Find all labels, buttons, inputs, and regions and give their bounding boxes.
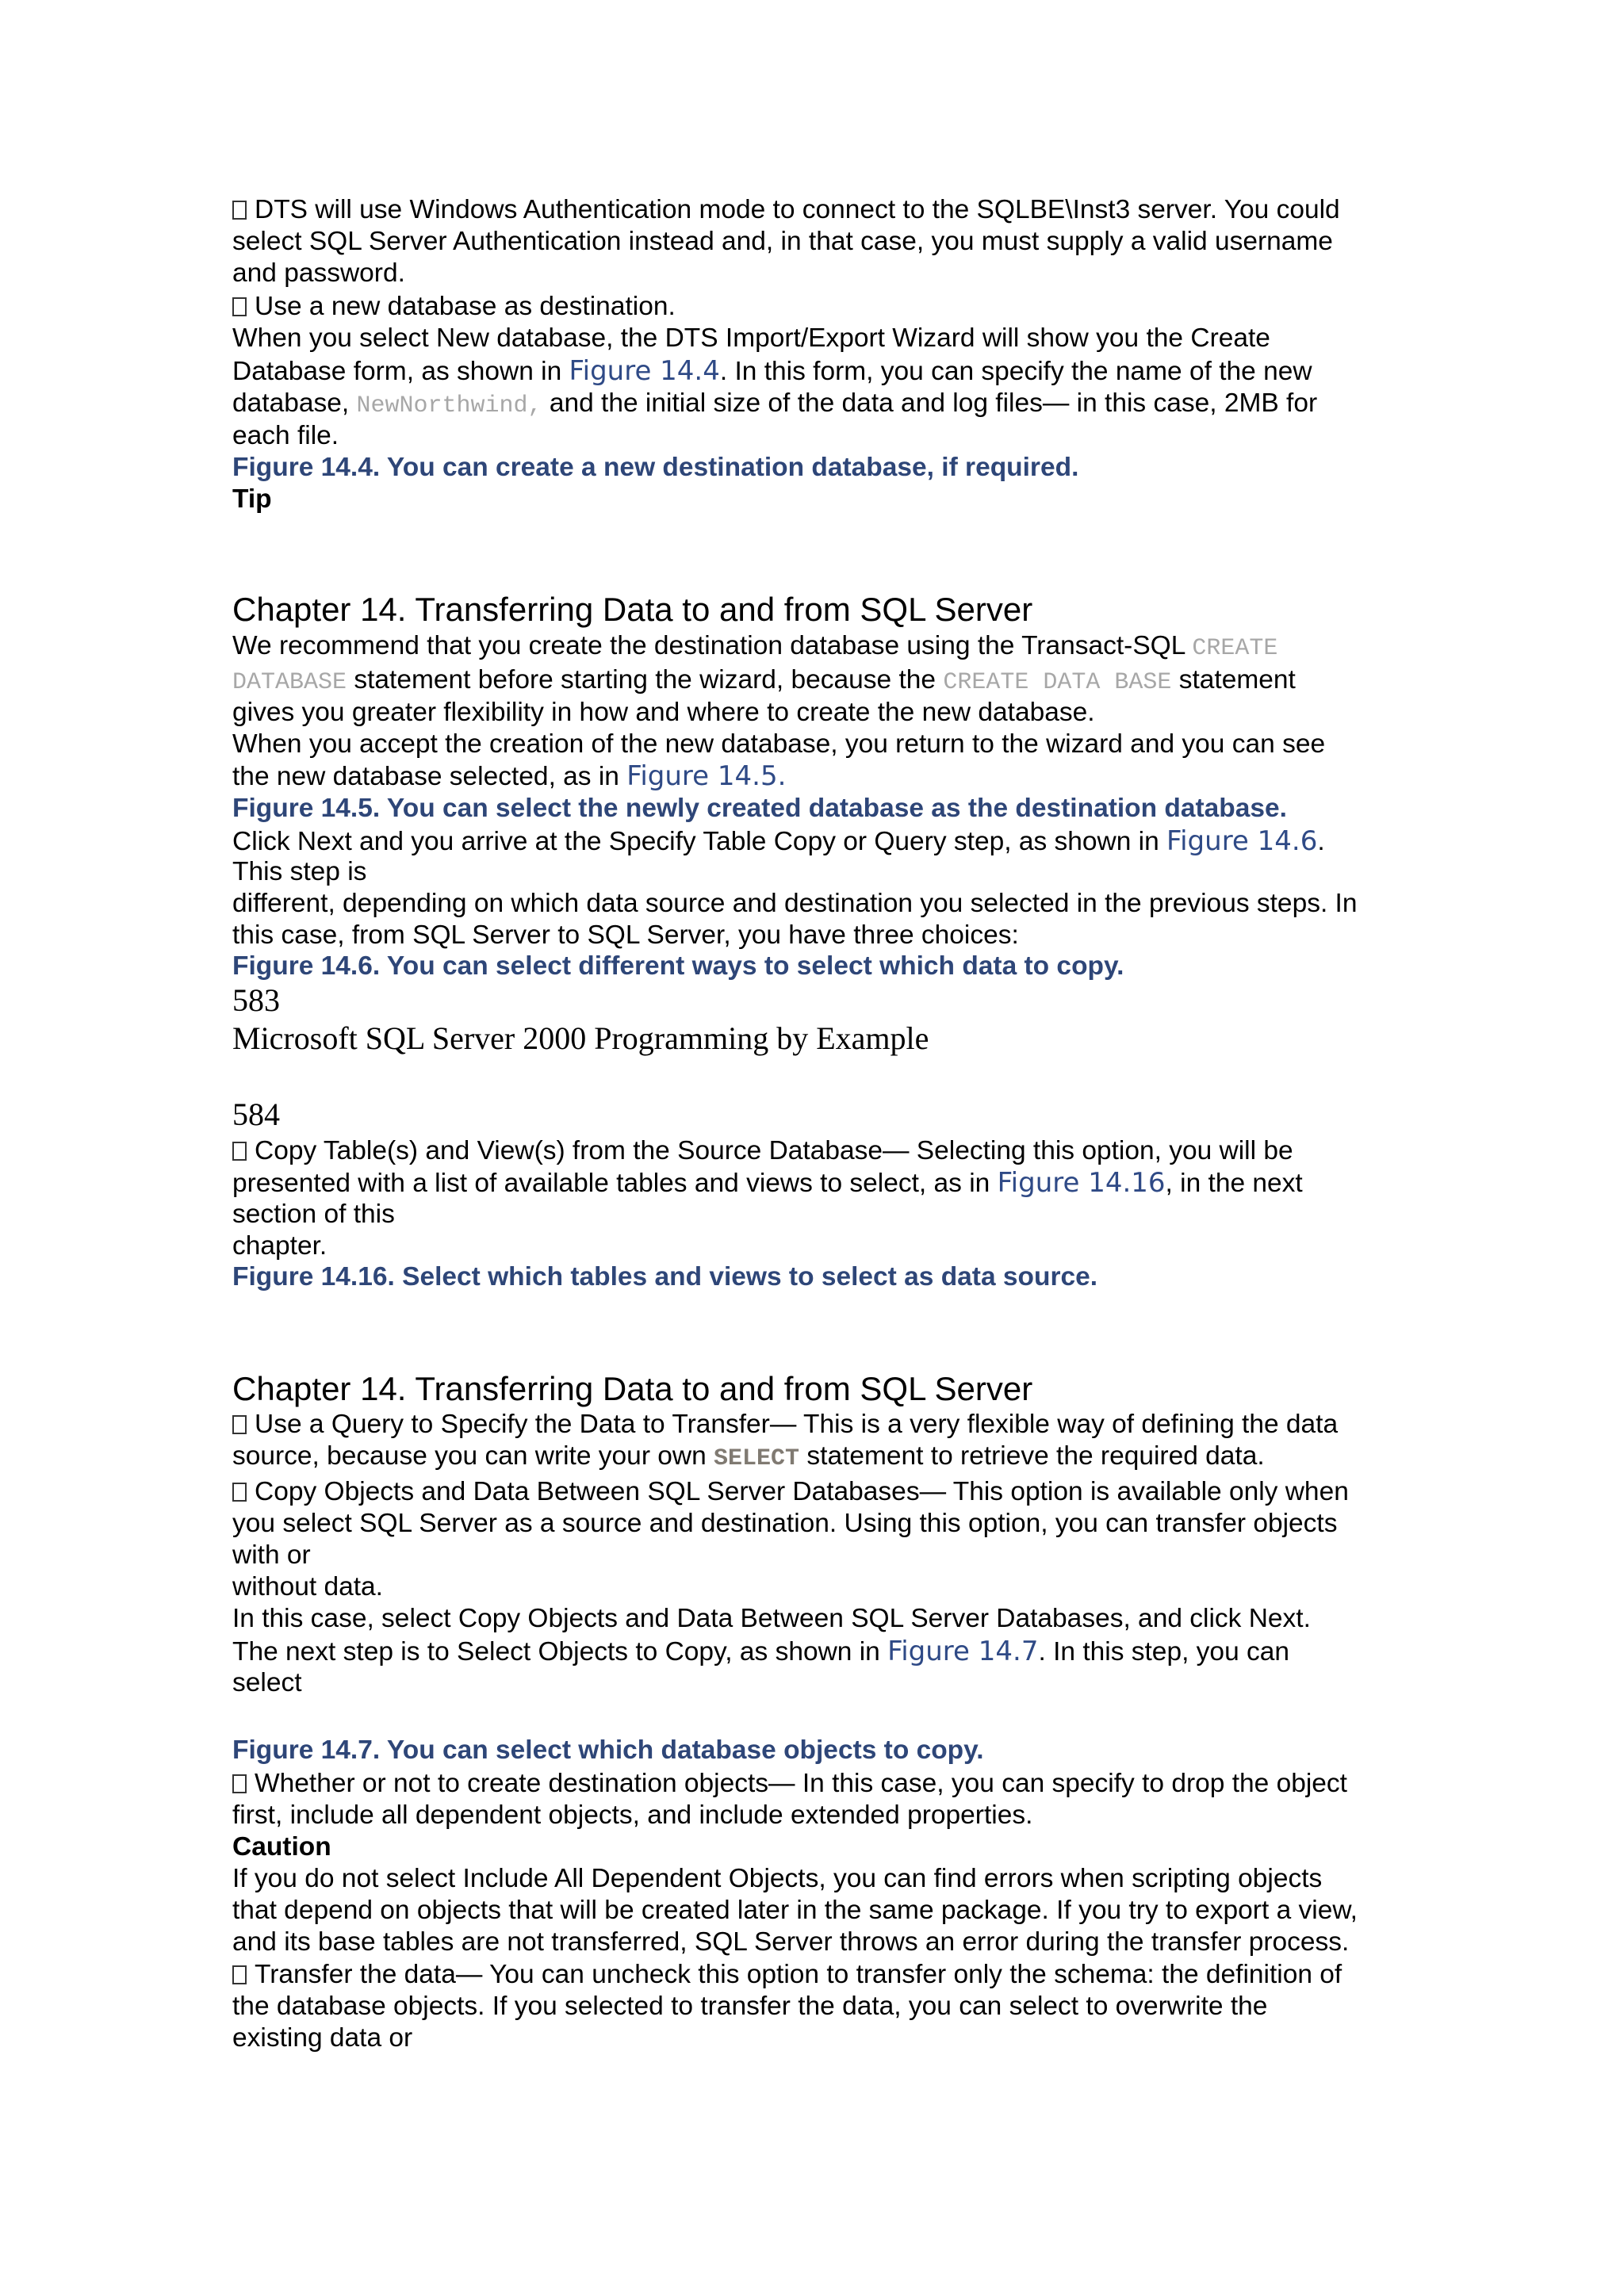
bullet-icon [232, 1415, 247, 1434]
bullet-icon [232, 1965, 247, 1984]
paragraph-line: Whether or not to create destination objects— In this case, you can specify to drop the object [232, 1768, 1347, 1800]
bullet-icon [232, 1483, 247, 1502]
paragraph-line: without data. [232, 1572, 383, 1601]
figure-caption: Figure 14.7. You can select which database objects to copy. [232, 1735, 984, 1765]
page-number: 583 [232, 982, 280, 1018]
tip-heading: Tip [232, 484, 272, 514]
code-text: CREATE [1192, 635, 1278, 662]
paragraph-line: the database objects. If you selected to transfer the data, you can select to overwrite the [232, 1992, 1268, 2021]
paragraph-line: Click Next and you arrive at the Specify Table Copy or Query step, as shown in Figure 14.6. [232, 825, 1325, 857]
paragraph-line: with or [232, 1540, 311, 1570]
paragraph-line: The next step is to Select Objects to Copy, as shown in Figure 14.7. In this step, you can [232, 1636, 1290, 1667]
paragraph-line: the new database selected, as in Figure 14.5. [232, 760, 787, 792]
figure-link[interactable]: Figure 14.16 [997, 1167, 1166, 1199]
paragraph-line: This step is [232, 857, 367, 886]
paragraph-line: Transfer the data— You can uncheck this option to transfer only the schema: the definition of [232, 1959, 1342, 1991]
figure-link[interactable]: Figure 14.5. [626, 760, 787, 792]
paragraph-line: and password. [232, 258, 405, 288]
book-title: Microsoft SQL Server 2000 Programming by Example [232, 1020, 929, 1056]
paragraph-line: gives you greater flexibility in how and where to create the new database. [232, 698, 1095, 727]
paragraph-line: DTS will use Windows Authentication mode to connect to the SQLBE\Inst3 server. You could [232, 194, 1340, 226]
paragraph-line: When you select New database, the DTS Import/Export Wizard will show you the Create [232, 323, 1270, 353]
paragraph-line: Copy Objects and Data Between SQL Server Databases— This option is available only when [232, 1476, 1349, 1508]
figure-link[interactable]: Figure 14.6 [1166, 825, 1318, 857]
page-number: 584 [232, 1096, 280, 1132]
chapter-heading: Chapter 14. Transferring Data to and from SQL Server [232, 591, 1033, 628]
paragraph-line: select [232, 1668, 302, 1697]
figure-caption: Figure 14.4. You can create a new destination database, if required. [232, 453, 1079, 482]
code-text: NewNorthwind, [356, 392, 542, 419]
figure-link[interactable]: Figure 14.7 [887, 1636, 1039, 1667]
paragraph-line: In this case, select Copy Objects and Data Between SQL Server Databases, and click Next. [232, 1604, 1311, 1633]
paragraph-line: this case, from SQL Server to SQL Server, you have three choices: [232, 920, 1019, 950]
paragraph-line: that depend on objects that will be created later in the same package. If you try to export a view, [232, 1896, 1358, 1925]
code-text: CREATE DATA BASE [943, 669, 1172, 696]
paragraph-line: Use a new database as destination. [232, 291, 676, 323]
paragraph-line: If you do not select Include All Dependent Objects, you can find errors when scripting objects [232, 1864, 1323, 1893]
chapter-heading: Chapter 14. Transferring Data to and from SQL Server [232, 1370, 1033, 1407]
bullet-icon [232, 1774, 247, 1793]
paragraph-line: first, include all dependent objects, and include extended properties. [232, 1800, 1033, 1830]
figure-caption: Figure 14.16. Select which tables and views to select as data source. [232, 1262, 1098, 1292]
caution-heading: Caution [232, 1832, 331, 1862]
code-text: SELECT [714, 1445, 800, 1472]
bullet-icon [232, 201, 247, 220]
paragraph-line: Copy Table(s) and View(s) from the Source Database— Selecting this option, you will be [232, 1135, 1293, 1167]
paragraph-line: Database form, as shown in Figure 14.4. In this form, you can specify the name of the new [232, 355, 1312, 387]
paragraph-line: each file. [232, 421, 339, 450]
paragraph-line: database, NewNorthwind, and the initial size of the data and log files— in this case, 2MB for [232, 388, 1318, 419]
paragraph-line: existing data or [232, 2023, 413, 2053]
paragraph-line: different, depending on which data source and destination you selected in the previous steps. In [232, 889, 1358, 918]
paragraph-line: section of this [232, 1200, 395, 1229]
bullet-icon [232, 1142, 247, 1161]
figure-caption: Figure 14.6. You can select different ways to select which data to copy. [232, 951, 1124, 981]
figure-link[interactable]: Figure 14.4 [569, 355, 720, 387]
paragraph-line: select SQL Server Authentication instead and, in that case, you must supply a valid username [232, 227, 1333, 256]
paragraph-line: DATABASE statement before starting the wizard, because the CREATE DATA BASE statement [232, 665, 1296, 696]
paragraph-line: source, because you can write your own SELECT statement to retrieve the required data. [232, 1441, 1265, 1472]
paragraph-line: presented with a list of available tables and views to select, as in Figure 14.16, in the next [232, 1167, 1303, 1199]
paragraph-line: chapter. [232, 1231, 327, 1261]
paragraph-line: We recommend that you create the destination database using the Transact-SQL CREATE [232, 631, 1278, 662]
code-text: DATABASE [232, 669, 347, 696]
paragraph-line: and its base tables are not transferred, SQL Server throws an error during the transfer process. [232, 1927, 1350, 1957]
paragraph-line: Use a Query to Specify the Data to Transfer— This is a very flexible way of defining the data [232, 1409, 1338, 1441]
figure-caption: Figure 14.5. You can select the newly created database as the destination database. [232, 794, 1287, 823]
bullet-icon [232, 297, 247, 316]
paragraph-line: When you accept the creation of the new database, you return to the wizard and you can see [232, 729, 1326, 759]
paragraph-line: you select SQL Server as a source and destination. Using this option, you can transfer objects [232, 1509, 1338, 1538]
